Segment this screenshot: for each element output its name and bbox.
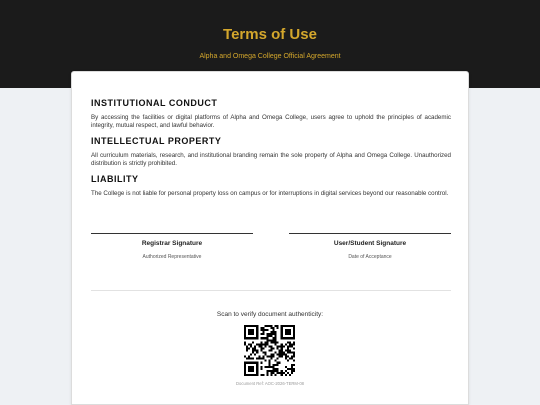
scan-instruction: Scan to verify document authenticity: bbox=[216, 311, 324, 318]
page-title: Terms of Use bbox=[223, 26, 317, 43]
terms-content bbox=[91, 98, 451, 204]
qr-code-icon bbox=[244, 325, 295, 376]
registrar-signature-block bbox=[91, 233, 253, 260]
user-signature-caption: Date of Acceptance bbox=[348, 254, 392, 260]
user-signature-title: User/Student Signature bbox=[333, 240, 407, 247]
section-text: By accessing the facilities or digital platforms of Alpha and Omega College, users agree to uphold the principles of academic integrity, mutual respect, and lawful behavior. bbox=[91, 114, 451, 129]
page-subtitle: Alpha and Omega College Official Agreement bbox=[199, 53, 341, 60]
section-institutional-conduct bbox=[91, 98, 451, 130]
document-reference: Document Ref: AOC-2026-TERM-08 bbox=[236, 381, 304, 386]
section-intellectual-property bbox=[91, 136, 451, 168]
terms-card bbox=[71, 71, 469, 405]
registrar-signature-caption: Authorized Representative bbox=[142, 254, 202, 260]
section-text: The College is not liable for personal property loss on campus or for interruptions in digital services beyond our reasonable control. bbox=[91, 190, 449, 197]
signature-area bbox=[91, 233, 451, 273]
section-heading: INTELLECTUAL PROPERTY bbox=[91, 136, 222, 146]
user-signature-line bbox=[289, 233, 451, 234]
section-heading: INSTITUTIONAL CONDUCT bbox=[91, 98, 218, 108]
section-divider bbox=[91, 290, 451, 291]
section-heading: LIABILITY bbox=[91, 174, 139, 184]
section-liability bbox=[91, 174, 451, 198]
registrar-signature-line bbox=[91, 233, 253, 234]
section-text: All curriculum materials, research, and institutional branding remain the sole property of Alpha and Omega College. Unauthorized distribution is strictly prohibited. bbox=[91, 152, 451, 167]
registrar-signature-title: Registrar Signature bbox=[141, 240, 203, 247]
user-signature-block bbox=[289, 233, 451, 260]
